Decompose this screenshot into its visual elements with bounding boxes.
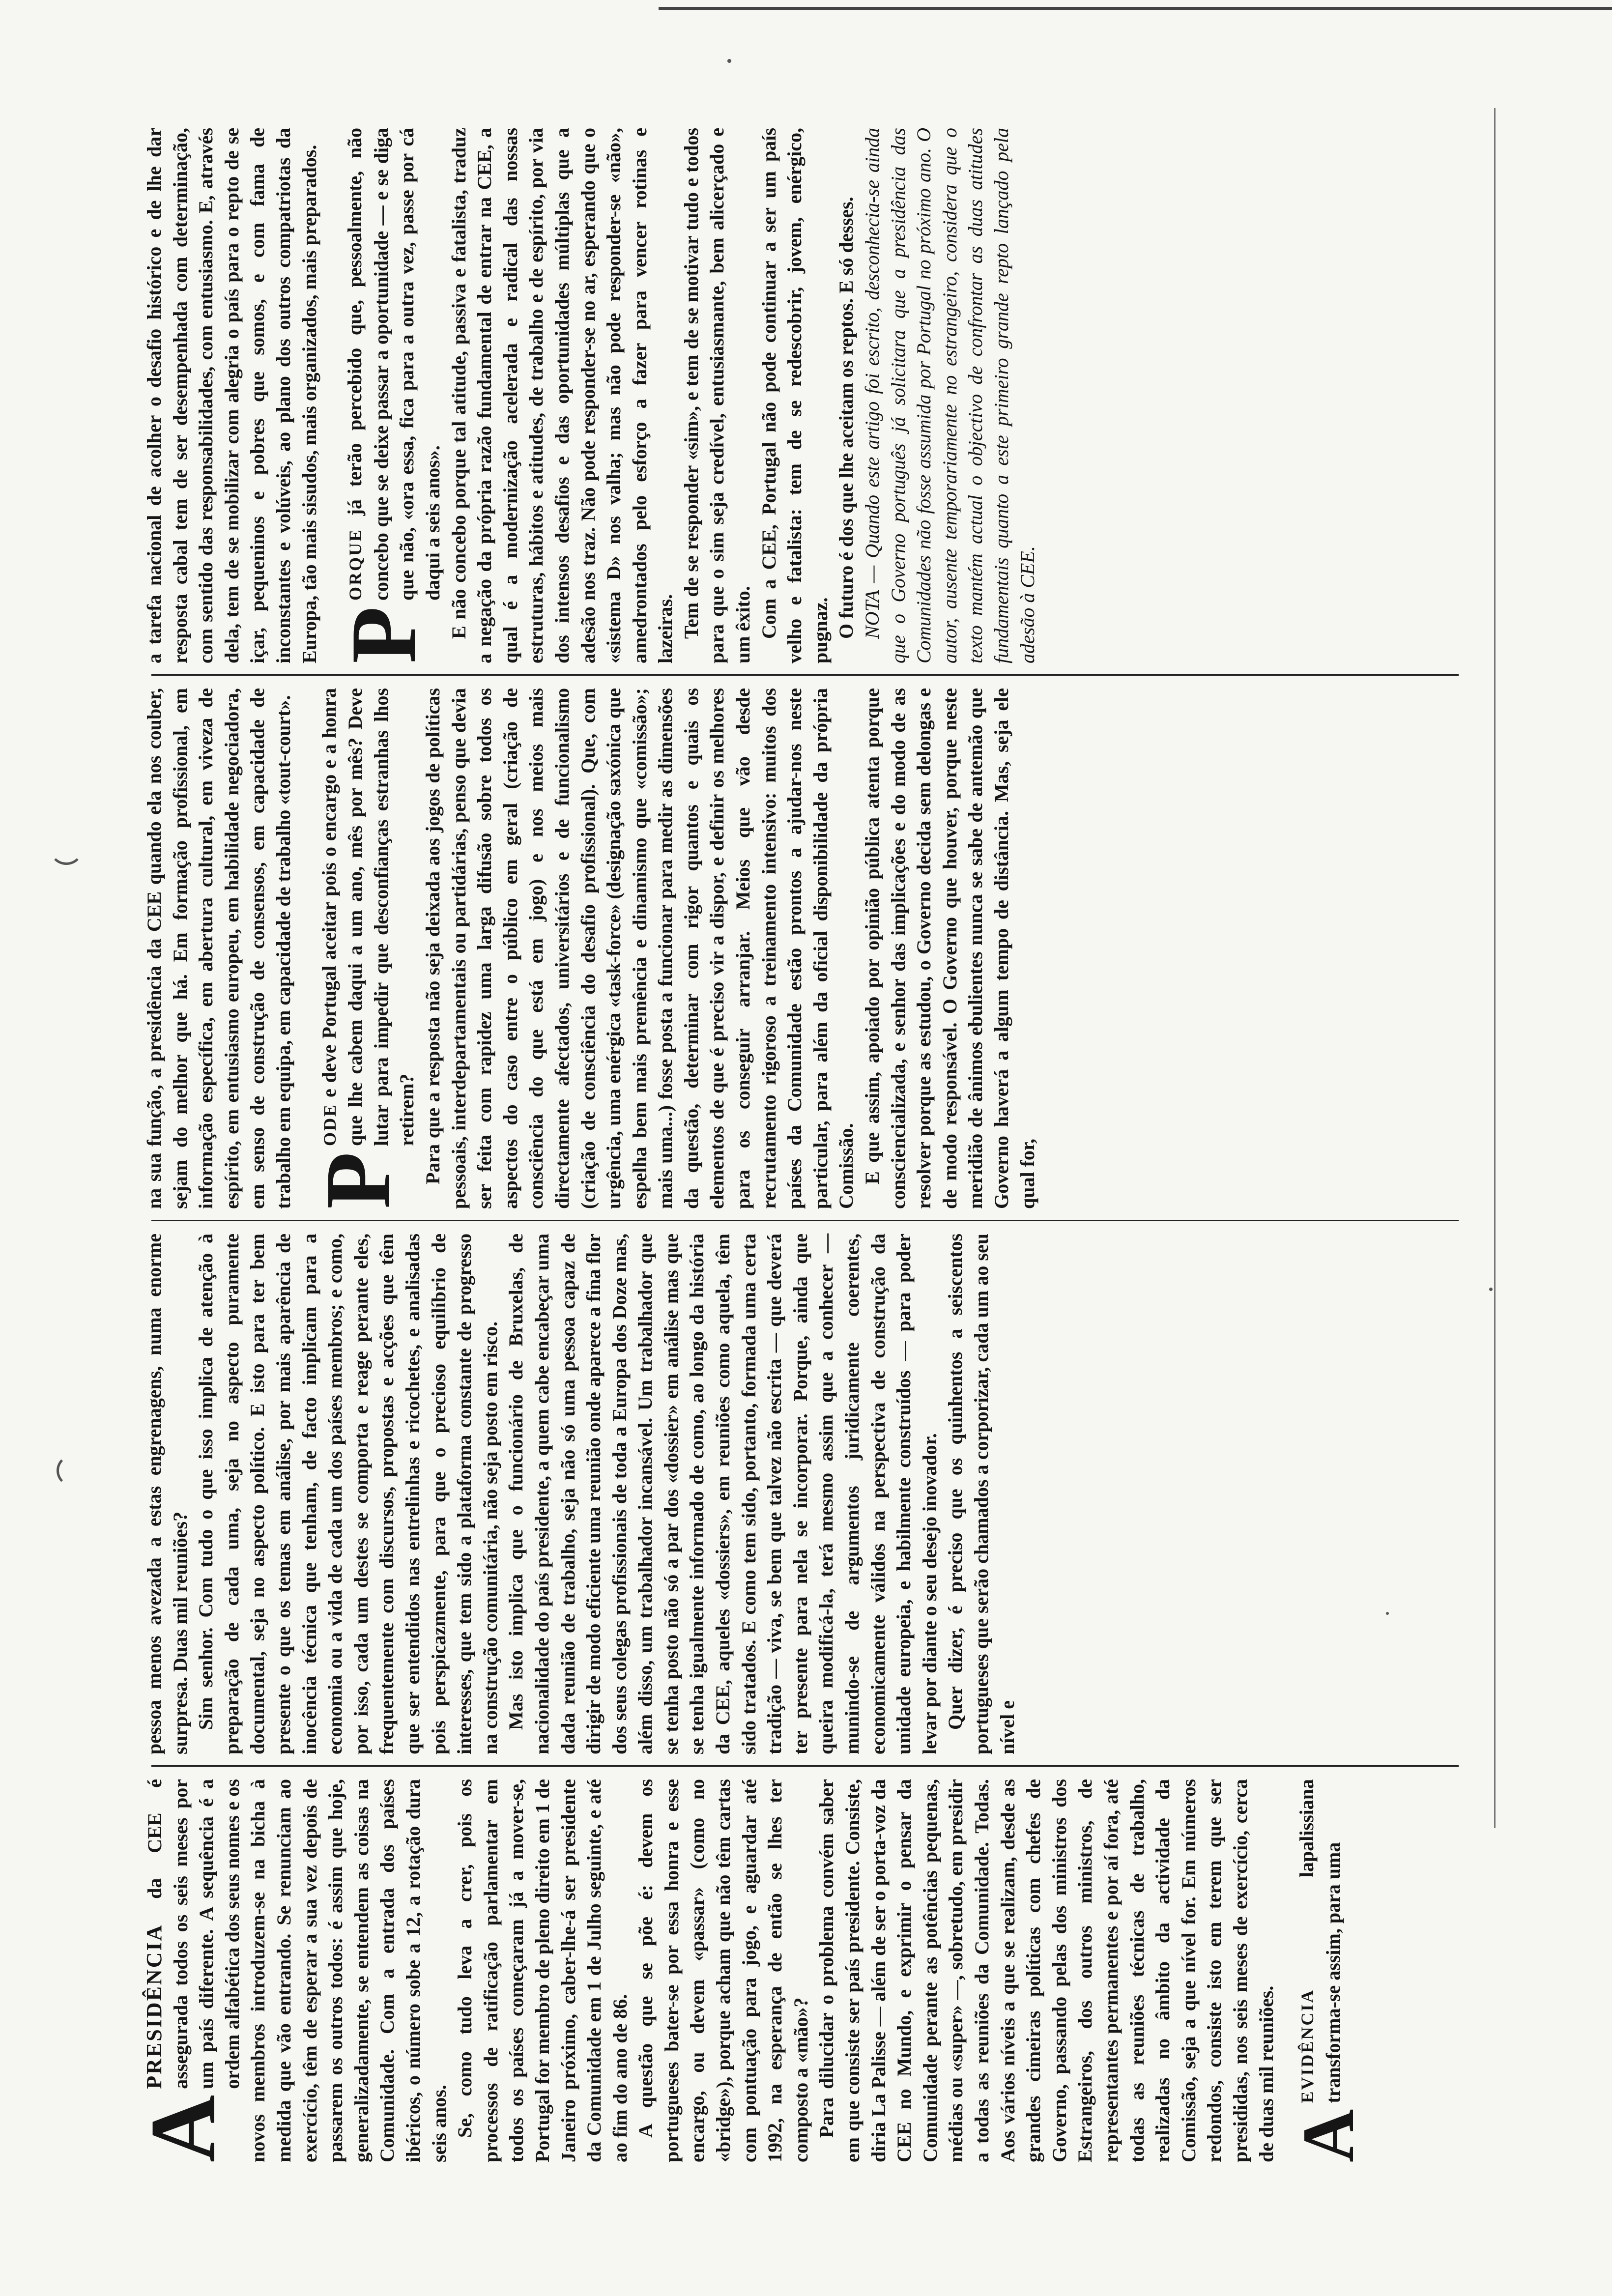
paragraph: pessoa menos avezada a estas engrenagens, numa enorme surpresa. Duas mil reuniões? [143, 1234, 191, 1754]
lead-word: ODE [319, 1103, 340, 1146]
paragraph: Tem de se responder «sim», e tem de se motivar tudo e todos para que o sim seja credível, entusiasmante, bem alicerçado e um êxito. [680, 128, 754, 663]
paragraph-text: já terão percebido que, pessoalmente, não concebo que se deixe passar a oportunidade — e se diga que não, «ora essa, fica para a outra vez, passe por cá daqui a seis anos». [344, 127, 444, 601]
paragraph: Sim senhor. Com tudo o que isso implica de atenção à preparação de cada uma, seja no aspecto puramente documental, seja no aspecto político. E isto para ter bem presente o que os temas em análise, por mais aparência de inocência técnica que tenham, de facto implicam para a economia ou a vida de cada um dos países membros; e como, por isso, cada um destes se comporta e reage perante eles, frequentemente com discursos, propostas e acções que têm que ser entendidos nas entrelinhas e ricochetes, e analisadas pois perspicazmente, para que o precioso equilíbrio de interesses, que tem sido a plataforma constante de progresso na construção comunitária, não seja posto em risco. [195, 1234, 501, 1754]
paragraph-text: da CEE é assegurada todos os seis meses por um país diferente. A sequência é a ordem alfabética dos seus nomes e os novos membros introduzem-se na bicha à medida que vão entrando. Se renunciam ao exercício, têm de esperar a sua vez depois de passarem os outros todos: é assim que hoje, generalizadamente, se entendem as coisas na Comunidade. Com a entrada dos países ibéricos, o número sobe a 12, a rotação dura seis anos. [144, 1779, 450, 2162]
paragraph-text: e deve Portugal aceitar pois o encargo e a honra que lhe cabem daqui a um ano, mês por mês? Deve lutar para impedir que desconfianças estranhas lhos retirem? [317, 688, 418, 1146]
article-column-2 [142, 1234, 1468, 1754]
paragraph-text: lapalissiana transforma-se assim, para uma [1295, 1779, 1344, 2103]
paragraph: Se, como tudo leva a crer, pois os processos de ratificação parlamentar em todos os países começaram já a mover-se, Portugal for membro de pleno direito em 1 de Janeiro próximo, caber-lhe-á ser presidente da Comunidade em 1 de Julho seguinte, e até ao fim do ano de 86. [454, 1779, 631, 2162]
column-divider [151, 1220, 1459, 1221]
section-paragraph [1288, 1779, 1370, 2162]
drop-cap: P [306, 1151, 410, 1209]
scan-speck [727, 59, 731, 63]
column-divider [151, 674, 1459, 676]
article-column-3 [142, 688, 1468, 1209]
drop-cap: P [332, 606, 436, 663]
lead-word: PRESIDÊNCIA [142, 1923, 166, 2089]
paragraph: A questão que se põe é: devem os portugueses bater-se por essa honra e esse encargo, ou devem «passar» (como no «bridge»), porque acham que não têm cartas com pontuação para jogo, e aguardar até 1992, na esperança de então se lhes ter composto a «mão»? [634, 1779, 812, 2162]
page-margin-line [1494, 108, 1496, 1828]
drop-cap: A [1288, 2109, 1370, 2162]
column-divider [151, 1765, 1459, 1767]
paragraph: a tarefa nacional de acolher o desafio histórico e de lhe dar resposta cabal tem de ser desempenhada com determinação, com sentido das responsabilidades, com entusiasmo. E, através dela, tem de se mobilizar com alegria o país para o repto de se içar, pequeninos e pobres que somos, e com fama de inconstantes e volúveis, ao plano dos outros compatriotas da Europa, tão mais sisudos, mais organizados, mais preparados. [143, 128, 320, 663]
section-paragraph [332, 127, 446, 663]
paragraph: Para que a resposta não seja deixada aos jogos de políticas pessoais, interdepartamentais ou partidárias, penso que devia ser feita com rapidez uma larga difusão sobre todos os aspectos do caso entre o público em geral (criação de consciência do que está em jogo) e nos meios mais directamente afectados, universitários e de funcionalismo (criação de consciência do desafio profissional). Que, com urgência, uma enérgica «task-force» (designação saxónica que espelha bem mais premência e dinamismo que «comissão»; mais uma...) fosse posta a funcionar para medir as dimensões da questão, determinar com rigor quantos e quais os elementos de que é preciso vir a dispor, e definir os melhores para os conseguir arranjar. Meios que vão desde recrutamento rigoroso a treinamento intensivo: muitos dos países da Comunidade estão prontos a ajudar-nos neste particular, para além da oficial disponibilidade da própria Comissão. [421, 688, 858, 1209]
paragraph: O futuro é dos que lhe aceitam os reptos. E só desses. [835, 197, 858, 639]
opening-paragraph [132, 1779, 452, 2162]
paragraph: Quer dizer, é preciso que os quinhentos a seiscentos portugueses que serão chamados a corporizar, cada um ao seu nível e [944, 1234, 1018, 1754]
paragraph: E não concebo porque tal atitude, passiva e fatalista, traduz a negação da própria razão fundamental de entrar na CEE, a qual é a modernização acelerada e radical das nossas estruturas, hábitos e atitudes, de trabalho e de espírito, por via dos intensos desafios e das oportunidades múltiplas que a adesão nos traz. Não pode responder-se no ar, esperando que o «sistema D» nos valha; mas não pode responder-se «não», amedrontados pelo esforço a fazer para vencer rotinas e lazeiras. [447, 128, 677, 663]
newspaper-article [132, 127, 1468, 2162]
section-paragraph [306, 688, 420, 1209]
article-column-1 [132, 1779, 1468, 2162]
paragraph: E que assim, apoiado por opinião pública atenta porque consciencializada, e senhor das implicações e do modo de as resolver porque as estudou, o Governo decida sem delongas e de modo responsável. O Governo que houver, porque neste meridião de ânimos ebulientes nunca se sabe de antemão que Governo haverá a algum tempo de distância. Mas, seja ele qual for, [861, 688, 1038, 1209]
note-label: NOTA — [861, 565, 884, 639]
paragraph: na sua função, a presidência da CEE quando ela nos couber, sejam do melhor que há. Em formação profissional, em informação específica, em abertura cultural, em viveza de espírito, em entusiasmo europeu, em habilidade negociadora, em senso de construção de consensos, em capacidade de trabalho em equipa, em capacidade de trabalho «tout-court». [143, 688, 294, 1209]
binding-mark-top [49, 831, 84, 865]
editor-note [860, 128, 1040, 663]
lead-word: ORQUE [345, 528, 366, 601]
lead-word: EVIDÊNCIA [1297, 1988, 1318, 2103]
scan-speck [1489, 1288, 1493, 1291]
paragraph: Com a CEE, Portugal não pode continuar a ser um país velho e fatalista: tem de se redescobrir, jovem, enérgico, pugnaz. [757, 128, 832, 663]
drop-cap: A [132, 2095, 235, 2162]
paragraph: Para dilucidar o problema convém saber em que consiste ser país presidente. Consiste, diria La Palisse — além de ser o porta-voz da CEE no Mundo, e exprimir o pensar da Comunidade perante as potências pequenas, médias ou «super» —, sobretudo, em presidir a todas as reuniões da Comunidade. Todas. Aos vários níveis a que se realizam, desde as grandes cimeiras políticas com chefes de Governo, passando pelas dos ministros dos Estrangeiros, dos outros ministros, de representantes permanentes e por aí fora, até todas as reuniões técnicas de trabalho, realizadas no âmbito da actividade da Comissão, seja a que nível for. Em números redondos, consiste isto em terem que ser presididas, nos seis meses de exercício, cerca de duas mil reuniões. [815, 1779, 1277, 2162]
binding-mark-bottom [57, 1455, 88, 1487]
article-column-4 [142, 128, 1468, 663]
paragraph: Mas isto implica que o funcionário de Bruxelas, de nacionalidade do país presidente, a quem cabe encabeçar uma dada reunião de trabalho, seja não só uma pessoa capaz de dirigir de modo eficiente uma reunião onde aparece a fina flor dos seus colegas profissionais de toda a Europa dos Doze mas, além disso, um trabalhador incansável. Um trabalhador que se tenha posto não só a par dos «dossier» em análise mas que se tenha igualmente informado de como, ao longo da história da CEE, aqueles «dossiers», em reuniões como aquela, têm sido tratados. E como tem sido, portanto, formada uma certa tradição — viva, se bem que talvez não escrita — que deverá ter presente para nela se incorporar. Porque, ainda que queira modificá-la, terá mesmo assim que a conhecer — munindo-se de argumentos juridicamente coerentes, economicamente válidos na perspectiva de construção da unidade europeia, e habilmente construídos — para poder levar por diante o seu desejo inovador. [505, 1234, 941, 1754]
note-text: Quando este artigo foi escrito, desconhecia-se ainda que o Governo português já solicitara que a presidência das Comunidades não fosse assumida por Portugal no próximo ano. O autor, ausente temporariamente no estrangeiro, considera que o texto mantém actual o objectivo de confrontar as duas atitudes fundamentais quanto a este primeiro grande repto lançado pela adesão à CEE. [861, 128, 1038, 663]
scan-top-rule [659, 7, 1612, 10]
